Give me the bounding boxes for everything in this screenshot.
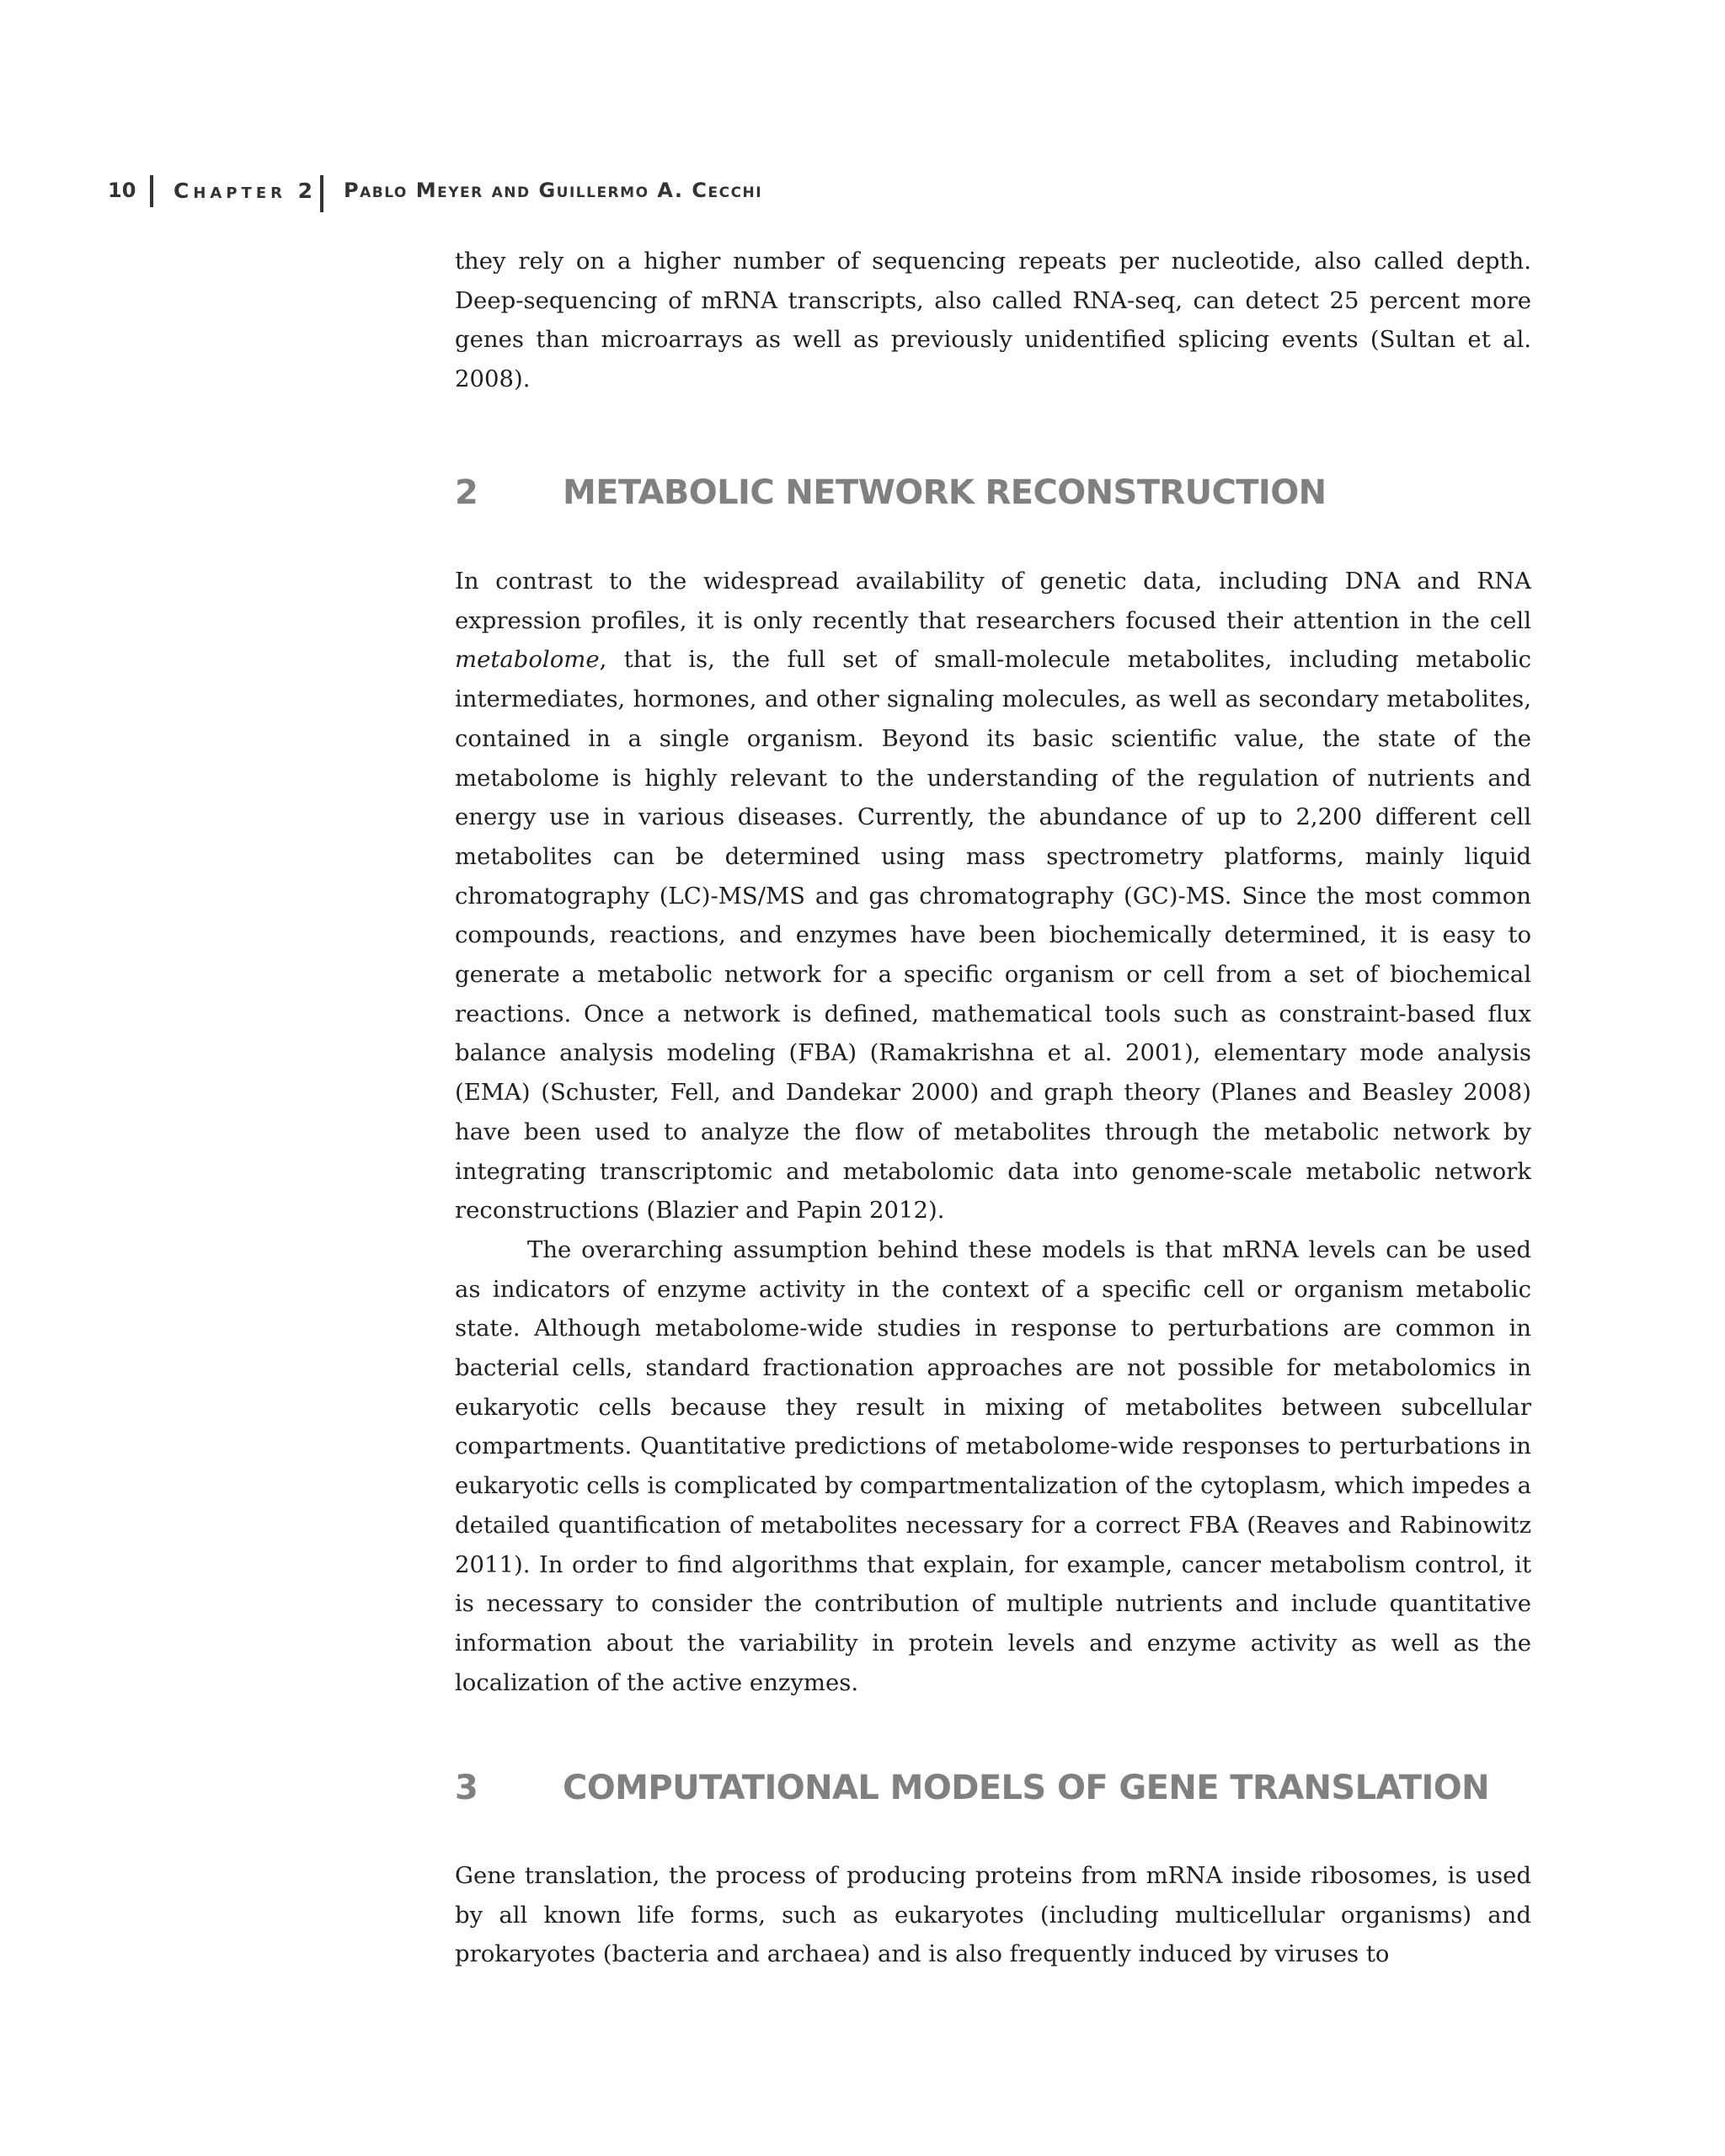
- section-3-body: [455, 1856, 1531, 1974]
- section-title: METABOLIC NETWORK RECONSTRUCTION: [563, 473, 1327, 512]
- intro-paragraph: they rely on a higher number of sequencing repeats per nucleotide, also called depth. Deep-sequencing of mRNA transcripts, also called RNA-seq, can detect 25 percent more genes than microarrays as well as previously unidentified splicing events (Sultan et al. 2008).: [455, 248, 1531, 393]
- page-number: 10: [108, 179, 136, 202]
- section-3-paragraph-1: Gene translation, the process of producing proteins from mRNA inside ribosomes, is used by all known life forms, such as eukaryotes (including multicellular organisms) and prokaryotes (bacteria and archaea) and is also frequently induced by viruses to: [455, 1862, 1531, 1968]
- section-number: 2: [455, 473, 478, 512]
- section-2-paragraph-2: The overarching assumption behind these models is that mRNA levels can be used as indicators of enzyme activity in the context of a specific cell or organism metabolic state. Although metabolome-wide studies in response to perturbations are common in bacterial cells, standard fractionation approaches are not possible for metabolomics in eukaryotic cells because they result in mixing of metabolites between subcellular compartments. Quantitative predictions of metabolome-wide responses to perturbations in eukaryotic cells is complicated by compartmentalization of the cytoplasm, which impedes a detailed quantification of metabolites necessary for a correct FBA (Reaves and Rabinowitz 2011). In order to find algorithms that explain, for example, cancer metabolism control, it is necessary to consider the contribution of multiple nutrients and include quantitative information about the variability in protein levels and enzyme activity as well as the localization of the active enzymes.: [455, 1235, 1531, 1696]
- intro-text: [455, 242, 1531, 399]
- paragraph-text: In contrast to the widespread availability of genetic data, including DNA and RNA expression profiles, it is only recently that researchers focused their attention in the cell: [455, 568, 1531, 634]
- emphasis-term: metabolome: [455, 646, 600, 674]
- section-title: COMPUTATIONAL MODELS OF GENE TRANSLATION: [563, 1769, 1490, 1807]
- paragraph-text: , that is, the full set of small-molecule metabolites, including metabolic intermediates, hormones, and other signaling molecules, as well as secondary metabolites, contained in a single organism. Beyond its basic scientific value, the state of the metabolome is highly relevant to the understanding of the regulation of nutrients and energy use in various diseases. Currently, the abundance of up to 2,200 different cell metabolites can be determined using mass spectrometry platforms, mainly liquid chromatography (LC)-MS/MS and gas chromatography (GC)-MS. Since the most common compounds, reactions, and enzymes have been biochemically determined, it is easy to generate a metabolic network for a specific organism or cell from a set of biochemical reactions. Once a network is defined, mathematical tools such as constraint-based flux balance analysis modeling (FBA) (Ramakrishna et al. 2001), elementary mode analysis (EMA) (Schuster, Fell, and Dandekar 2000) and graph theory (Planes and Beasley 2008) have been used to analyze the flow of metabolites through the metabolic network by integrating transcriptomic and metabolomic data into genome-scale metabolic network reconstructions (Blazier and Papin 2012).: [455, 646, 1531, 1225]
- running-head-divider: [150, 175, 153, 207]
- running-head-divider: [320, 175, 323, 212]
- author-names: Pablo Meyer and Guillermo A. Cecchi: [344, 179, 763, 202]
- section-2-paragraph-1: [455, 562, 1531, 1230]
- section-number: 3: [455, 1769, 478, 1807]
- section-2-body: [455, 562, 1531, 1702]
- chapter-label: Chapter 2: [174, 179, 318, 203]
